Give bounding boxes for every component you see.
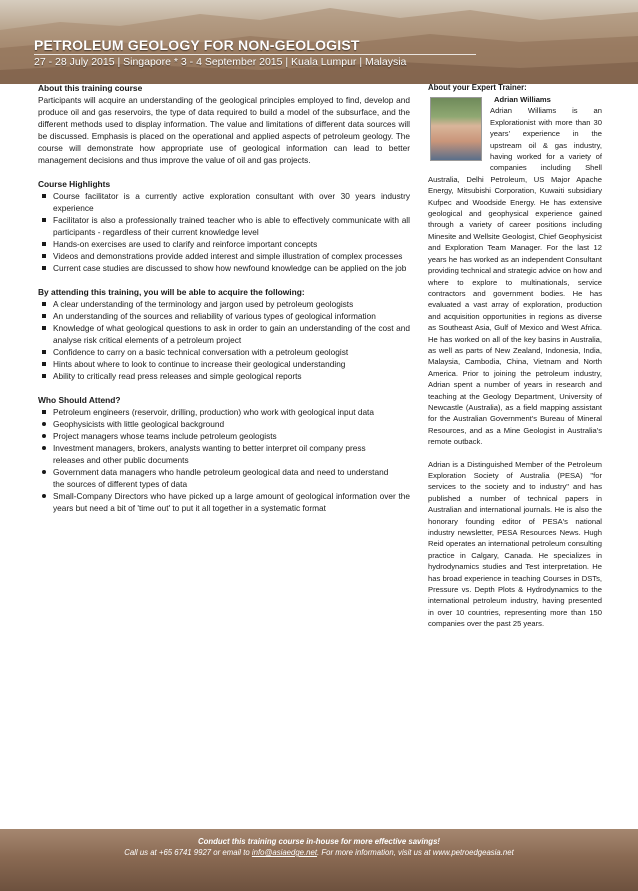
trainer-heading: About your Expert Trainer:	[428, 83, 527, 92]
list-item: Knowledge of what geological questions to ask in order to gain an understanding of the cost and analyse risk critical elements of a petroleum project	[38, 322, 410, 346]
attend-list-3	[38, 490, 410, 514]
list-item: Ability to critically read press releases and simple geological reports	[38, 370, 410, 382]
list-item: Petroleum engineers (reservoir, drilling, production) who work with geological input data	[38, 406, 410, 418]
footer-call-text: Call us at +65 6741 9927 or email to	[124, 848, 252, 857]
list-item-continued: releases and other public documents	[53, 455, 189, 465]
about-heading: About this training course	[38, 83, 143, 93]
course-dates: 27 - 28 July 2015 | Singapore * 3 - 4 September 2015 | Kuala Lumpur | Malaysia	[34, 56, 407, 68]
list-item: Geophysicists with little geological background	[38, 418, 410, 430]
footer-contact	[0, 848, 638, 857]
list-item: Videos and demonstrations provide added interest and simple illustration of complex processes	[38, 250, 410, 262]
trainer-photo	[430, 97, 482, 161]
attend-list-first	[38, 406, 410, 418]
outcomes-heading: By attending this training, you will be able to acquire the following:	[38, 287, 305, 297]
trainer-bio-2: Adrian is a Distinguished Member of the Petroleum Exploration Society of Australia (PESA) "for services to the society and to industry" and has published a number of technical papers in Australian and international journals. He is also the honorary founding editor of PESA's national industry newsletter, PESA Resources News. Hugh Reid operates an international petroleum consulting practice in Calgary, Canada. He specializes in hydrodynamics studies and Test interpretation. He has broad experience in teaching Courses in DSTs, Pressure vs. Depth Plots & Hydrodynamics to the international petroleum industry, having presented in over 10 countries, representing more than 150 companies over the past 25 years.	[428, 459, 602, 629]
footer	[0, 829, 638, 891]
attend-list-2	[38, 466, 410, 478]
highlights-heading: Course Highlights	[38, 179, 111, 189]
attend-heading: Who Should Attend?	[38, 395, 121, 405]
header-banner	[0, 0, 638, 84]
page-title: PETROLEUM GEOLOGY FOR NON-GEOLOGIST	[34, 37, 360, 53]
left-column	[38, 82, 410, 514]
list-item: Facilitator is also a professionally trained teacher who is able to effectively communicate with all participants - regardless of their current knowledge level	[38, 214, 410, 238]
footer-visit-text: . For more information, visit us at www.petroedgeasia.net	[317, 848, 514, 857]
list-item: Small-Company Directors who have picked up a large amount of geological information over the years but need a bit of 'time out' to put it all together in a systematic format	[38, 490, 410, 514]
list-item: Current case studies are discussed to show how newfound knowledge can be applied on the job	[38, 262, 410, 274]
highlights-list	[38, 190, 410, 274]
list-item: Course facilitator is a currently active exploration consultant with over 30 years industry experience	[38, 190, 410, 214]
list-item: A clear understanding of the terminology and jargon used by petroleum geologists	[38, 298, 410, 310]
list-item: An understanding of the sources and reliability of various types of geological information	[38, 310, 410, 322]
list-item: Hints about where to look to continue to increase their geological understanding	[38, 358, 410, 370]
list-item: Hands-on exercises are used to clarify and reinforce important concepts	[38, 238, 410, 250]
about-text: Participants will acquire an understanding of the geological principles employed to find, develop and produce oil and gas reservoirs, the type of data required to build a model of the subsurface, and the different methods used to display information. The value and limitations of different data sources will be discussed. Emphasis is placed on the operational and applied aspects of petroleum geology. The course will demonstrate how appropriate use of geological information can lead to better management decisions and thus improve the value of oil and gas projects.	[38, 95, 410, 165]
trainer-name: Adrian Williams	[494, 95, 551, 104]
email-link[interactable]: info@asiaedge.net	[251, 848, 318, 857]
list-item: Government data managers who handle petroleum geological data and need to understand	[38, 466, 410, 478]
list-item: Investment managers, brokers, analysts wanting to better interpret oil company press	[38, 442, 410, 454]
title-divider	[34, 54, 476, 55]
list-item: Confidence to carry on a basic technical conversation with a petroleum geologist	[38, 346, 410, 358]
footer-inhouse-note: Conduct this training course in-house for more effective savings!	[197, 837, 441, 846]
list-item: Project managers whose teams include petroleum geologists	[38, 430, 410, 442]
attend-list	[38, 418, 410, 454]
right-column	[428, 82, 602, 630]
list-item-continued: the sources of different types of data	[53, 479, 188, 489]
outcomes-list	[38, 298, 410, 382]
trainer-bio: Adrian Williams is an Explorationist with more than 30 years' experience in the upstream oil & gas industry, having worked for a variety of companies including Shell Australia, Delhi Petroleum, US Major Apache Energy, Mitsubishi Corporation, Kuwaiti subsidiary Kufpec and Woodside Energy. He has extensive geological and geophysical experience gained through a variety of career positions including Minesite and Wellsite Geologist, Chief Geophysicist and Exploration Team Manager. For the last 12 years he has worked as an independent Consultant providing technical and strategic advice on how and where to explore to multinationals, service contractors and government bodies. He has evaluated a vast array of exploration, production and acquisition opportunities in regions as diverse as Southeast Asia, Gulf of Mexico and West Africa. He has worked on all of the key basins in Australia, as well as parts of New Zealand, Indonesia, India, Malaysia, Cambodia, China, Vietnam and North America. Prior to joining the petroleum industry, Adrian spent a number of years in research and teaching at the Geology Department, University of Newcastle (Australia), as a field mapping assistant for the Australian Government's Bureau of Mineral Resources, and as a Mine Geologist in Australia's remote outback.	[428, 106, 602, 447]
